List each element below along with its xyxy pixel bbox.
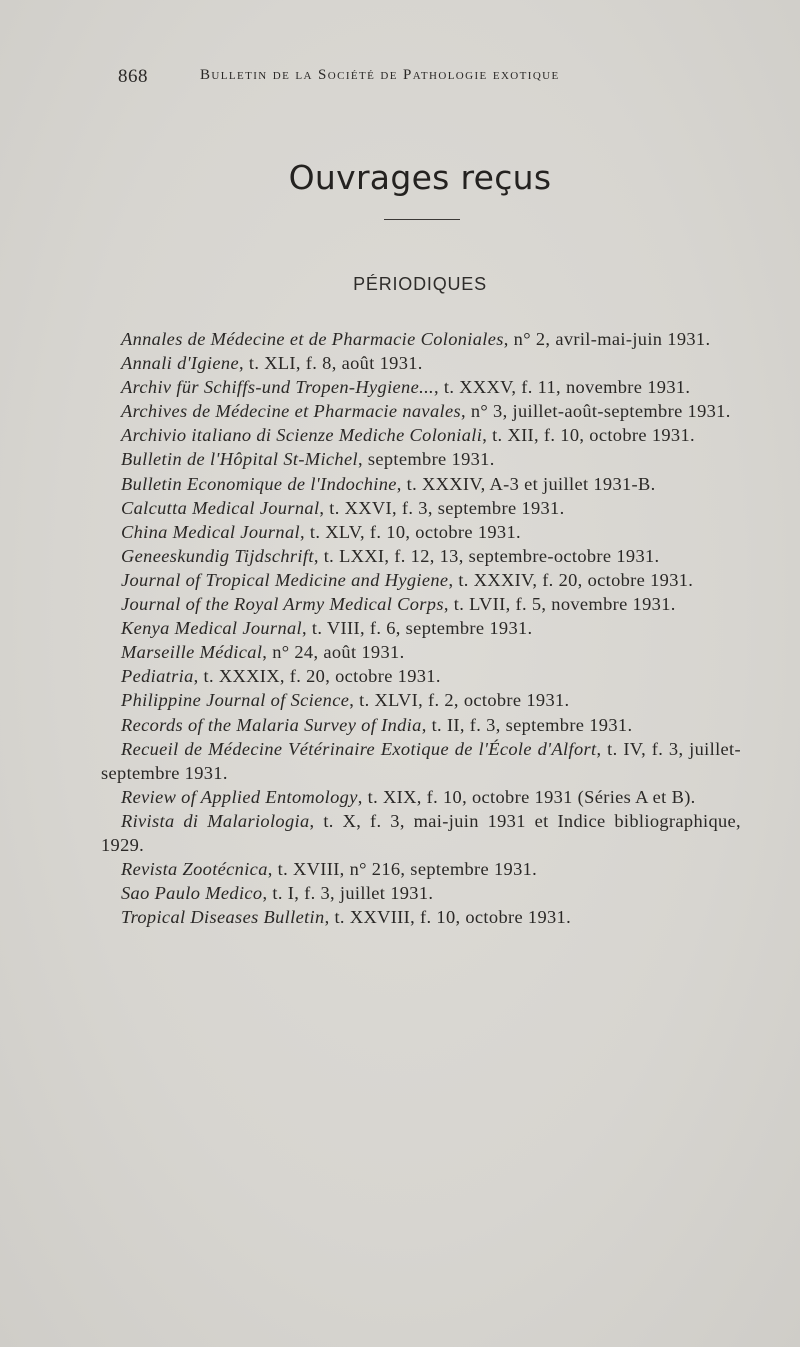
periodical-entry xyxy=(101,399,741,423)
page-number: 868 xyxy=(118,66,148,87)
periodical-entry xyxy=(101,785,741,809)
periodical-title: Review of Applied Entomology xyxy=(121,786,358,807)
periodical-details: , t. IV, f. 3, juillet-septembre 1931. xyxy=(101,738,741,783)
periodical-entry xyxy=(101,809,741,857)
periodical-entry xyxy=(101,472,741,496)
periodical-title: Annali d'Igiene xyxy=(121,353,239,374)
journal-title: Bulletin de la Société de Pathologie exotique xyxy=(200,67,560,83)
periodical-title: Records of the Malaria Survey of India xyxy=(121,714,422,735)
periodical-entry xyxy=(101,423,741,447)
periodical-details: , t. XXXIX, f. 20, octobre 1931. xyxy=(193,666,441,687)
periodical-title: Bulletin Economique de l'Indochine xyxy=(121,473,397,494)
periodical-title: Tropical Diseases Bulletin xyxy=(121,907,325,928)
periodical-details: , n° 24, août 1931. xyxy=(262,642,405,663)
periodical-details: , t. XXXV, f. 11, novembre 1931. xyxy=(433,377,691,398)
periodical-details: , t. II, f. 3, septembre 1931. xyxy=(421,714,633,735)
periodical-entry xyxy=(101,664,741,688)
periodical-entry xyxy=(101,737,741,785)
periodical-entry xyxy=(101,520,741,544)
periodical-details: , t. I, f. 3, juillet 1931. xyxy=(262,883,434,904)
periodical-details: , t. XLV, f. 10, octobre 1931. xyxy=(299,521,521,542)
periodical-details: , t. XXVI, f. 3, septembre 1931. xyxy=(319,497,565,518)
periodical-details: , t. LVII, f. 5, novembre 1931. xyxy=(443,594,676,615)
periodical-details: , n° 3, juillet-août-septembre 1931. xyxy=(460,401,731,422)
periodical-details: , t. XLI, f. 8, août 1931. xyxy=(238,353,423,374)
periodical-title: Marseille Médical xyxy=(121,642,263,663)
periodical-title: Kenya Medical Journal xyxy=(121,618,302,639)
periodical-details: , t. VIII, f. 6, septembre 1931. xyxy=(302,618,533,639)
periodical-details: , t. XXXIV, f. 20, octobre 1931. xyxy=(448,569,694,590)
periodical-title: Sao Paulo Medico xyxy=(121,883,263,904)
periodical-entry xyxy=(101,375,741,399)
periodical-entry xyxy=(101,905,741,929)
subsection-title: PÉRIODIQUES xyxy=(353,274,487,294)
periodical-entry xyxy=(101,327,741,351)
periodicals-list xyxy=(101,327,741,929)
periodical-entry xyxy=(101,592,741,616)
periodical-title: Pediatria xyxy=(121,666,194,687)
periodical-title: Recueil de Médecine Vétérinaire Exotique de l'École d'Alfort xyxy=(121,738,597,759)
periodical-details: , t. XVIII, n° 216, septembre 1931. xyxy=(267,859,538,880)
periodical-title: Archivio italiano di Scienze Mediche Coloniali xyxy=(121,425,483,446)
periodical-title: Geneeskundig Tijdschrift xyxy=(121,545,314,566)
periodical-details: , n° 2, avril-mai-juin 1931. xyxy=(503,329,711,349)
periodical-title: Journal of Tropical Medicine and Hygiene xyxy=(121,569,449,590)
periodical-details: , t. LXXI, f. 12, 13, septembre-octobre 1931. xyxy=(313,545,660,566)
periodical-title: Annales de Médecine et de Pharmacie Coloniales xyxy=(121,329,504,349)
periodical-details: , t. XXVIII, f. 10, octobre 1931. xyxy=(324,907,572,928)
periodical-details: , t. X, f. 3, mai-juin 1931 et Indice bibliographique, 1929. xyxy=(101,810,742,855)
periodical-title: Journal of the Royal Army Medical Corps xyxy=(121,594,444,615)
periodical-details: , t. XII, f. 10, octobre 1931. xyxy=(482,425,695,446)
periodical-details: , t. XLVI, f. 2, octobre 1931. xyxy=(349,690,570,711)
running-head xyxy=(100,66,740,90)
periodical-title: Rivista di Malariologia xyxy=(121,810,310,831)
periodical-title: Archives de Médecine et Pharmacie navales xyxy=(121,401,461,422)
section-title: Ouvrages reçus xyxy=(288,158,552,197)
periodical-entry xyxy=(101,447,741,471)
periodical-entry xyxy=(101,351,741,375)
periodical-entry xyxy=(101,713,741,737)
periodical-entry xyxy=(101,857,741,881)
periodical-title: Bulletin de l'Hôpital St-Michel xyxy=(121,449,358,470)
periodical-entry xyxy=(101,640,741,664)
periodical-entry xyxy=(101,881,741,905)
periodical-entry xyxy=(101,616,741,640)
periodical-entry xyxy=(101,496,741,520)
periodical-details: , t. XXXIV, A-3 et juillet 1931-B. xyxy=(396,473,656,494)
periodical-title: Archiv für Schiffs-und Tropen-Hygiene... xyxy=(121,377,434,398)
periodical-title: Calcutta Medical Journal xyxy=(121,497,320,518)
periodical-entry xyxy=(101,688,741,712)
periodical-entry xyxy=(101,544,741,568)
periodical-details: , septembre 1931. xyxy=(357,449,495,470)
periodical-title: Revista Zootécnica xyxy=(121,859,268,880)
periodical-details: , t. XIX, f. 10, octobre 1931 (Séries A et B). xyxy=(357,786,696,807)
periodical-title: Philippine Journal of Science xyxy=(121,690,350,711)
periodical-title: China Medical Journal xyxy=(121,521,300,542)
periodical-entry xyxy=(101,568,741,592)
title-divider xyxy=(384,219,460,220)
